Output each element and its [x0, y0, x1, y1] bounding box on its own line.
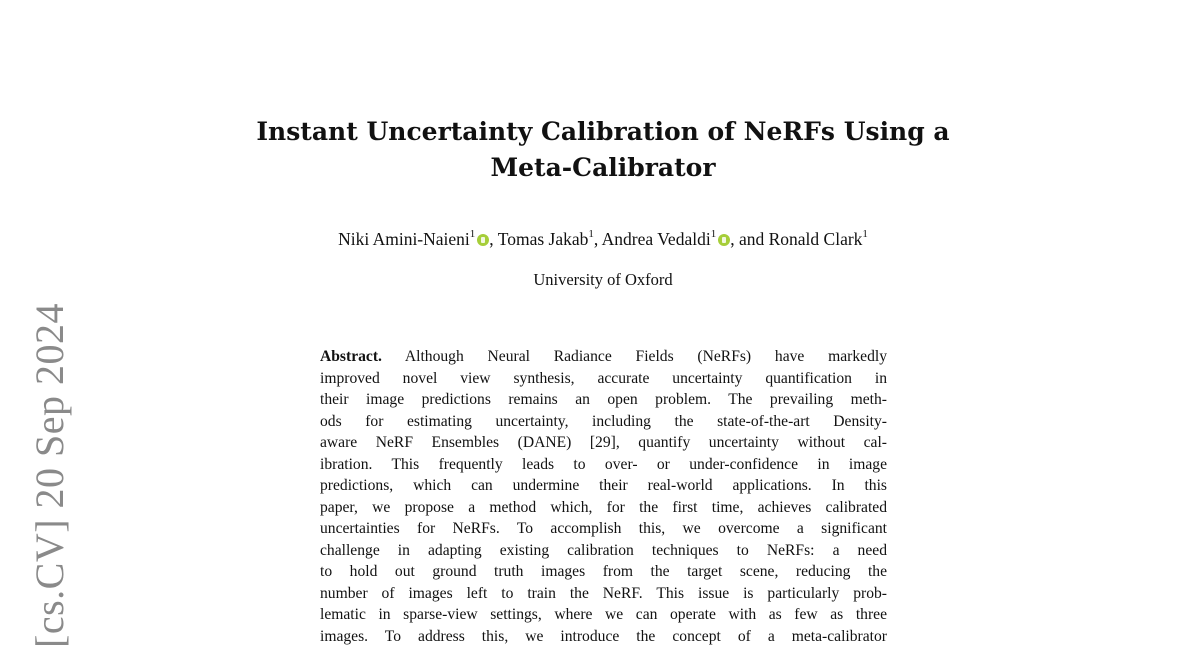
- title-line-2: Meta-Calibrator: [490, 153, 716, 182]
- affiliation: University of Oxford: [533, 270, 673, 289]
- abstract-label: Abstract.: [320, 348, 382, 365]
- arxiv-stamp-text: [cs.CV] 20 Sep 2024: [27, 302, 72, 648]
- paper-title: [230, 114, 976, 186]
- author-name: Andrea Vedaldi: [601, 229, 711, 249]
- abstract-line: images. To address this, we introduce the concept of a meta-calibrator: [320, 627, 887, 645]
- title-line-1: Instant Uncertainty Calibration of NeRFs Using a: [256, 117, 950, 146]
- author-separator: ,: [489, 229, 498, 249]
- abstract-line: uncertainties for NeRFs. To accomplish this, we overcome a significant: [320, 520, 887, 537]
- author-separator: , and: [730, 229, 769, 249]
- abstract-line: challenge in adapting existing calibration techniques to NeRFs: a need: [320, 541, 887, 559]
- abstract-line: their image predictions remains an open problem. The prevailing meth-: [320, 391, 887, 408]
- abstract-line: predictions, which can undermine their real-world applications. In this: [320, 477, 887, 494]
- abstract-line-text: Although Neural Radiance Fields (NeRFs) have markedly: [381, 348, 887, 365]
- abstract-line: number of images left to train the NeRF. This issue is particularly prob-: [320, 584, 887, 602]
- abstract-line: improved novel view synthesis, accurate uncertainty quantification in: [320, 369, 887, 387]
- author-name: Ronald Clark: [768, 229, 863, 249]
- abstract-line: aware NeRF Ensembles (DANE) [29], quantify uncertainty without cal-: [320, 434, 887, 451]
- author-affiliation-mark: 1: [469, 228, 476, 241]
- author-name: Niki Amini-Naieni: [338, 229, 470, 249]
- author-affiliation-mark: 1: [588, 228, 594, 241]
- abstract-line: ibration. This frequently leads to over- or under-confidence in image: [320, 455, 887, 473]
- abstract-line: ods for estimating uncertainty, including the state-of-the-art Density-: [320, 412, 887, 430]
- author-affiliation-mark: 1: [862, 228, 868, 241]
- author-separator: ,: [593, 229, 602, 249]
- abstract-line: [320, 346, 887, 368]
- author-affiliation-mark: 1: [710, 228, 717, 241]
- abstract: [320, 346, 887, 647]
- orcid-icon[interactable]: [477, 234, 489, 246]
- arxiv-side-stamp: [22, 300, 78, 648]
- orcid-icon[interactable]: [718, 234, 730, 246]
- author-list: [200, 227, 1006, 251]
- abstract-line: lematic in sparse-view settings, where we can operate with as few as three: [320, 606, 887, 623]
- abstract-line: to hold out ground truth images from the target scene, reducing the: [320, 563, 887, 580]
- abstract-line: paper, we propose a method which, for the first time, achieves calibrated: [320, 498, 887, 516]
- author-name: Tomas Jakab: [497, 229, 589, 249]
